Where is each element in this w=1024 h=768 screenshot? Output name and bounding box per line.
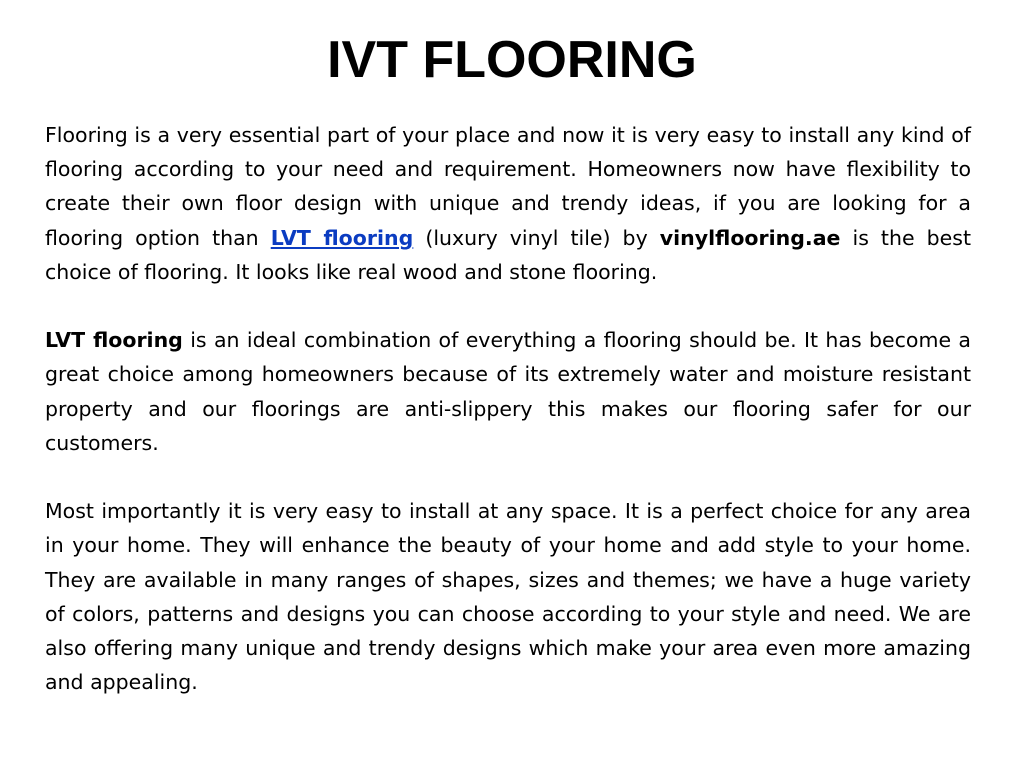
lvt-flooring-bold: LVT flooring [45,328,183,353]
paragraph-intro-text: Flooring is a very essential part of your place and now it is very easy to install any kind of flooring according to your need and requirement. Homeowners now have flexibility to create their own floor design with unique and trendy ideas, if you are looking for a flooring option than [45,123,971,250]
paragraph-intro [45,118,971,289]
paragraph-benefits [45,323,971,460]
paragraph-intro-text-2: (luxury vinyl tile) by [413,225,660,250]
paragraph-installation-text: Most importantly it is very easy to install at any space. It is a perfect choice for any area in your home. They will enhance the beauty of your home and add style to your home. They are available in many ranges of shapes, sizes and themes; we have a huge variety of colors, patterns and designs you can choose according to your style and need. We are also offering many unique and trendy designs which make your area even more amazing and appealing. [45,499,971,695]
lvt-flooring-link[interactable]: LVT flooring [270,225,414,250]
paragraph-intro-text-3: is the best choice of flooring. It looks like real wood and stone flooring. [45,225,971,284]
paragraph-benefits-text: is an ideal combination of everything a flooring should be. It has become a great choice among homeowners because of its extremely water and moisture resistant property and our floorings are anti-slippery this makes our flooring safer for our customers. [45,328,971,455]
page-title: IVT FLOORING [327,31,697,89]
article-body [45,118,971,699]
brand-name: vinylflooring.ae [659,225,841,250]
paragraph-installation [45,494,971,699]
